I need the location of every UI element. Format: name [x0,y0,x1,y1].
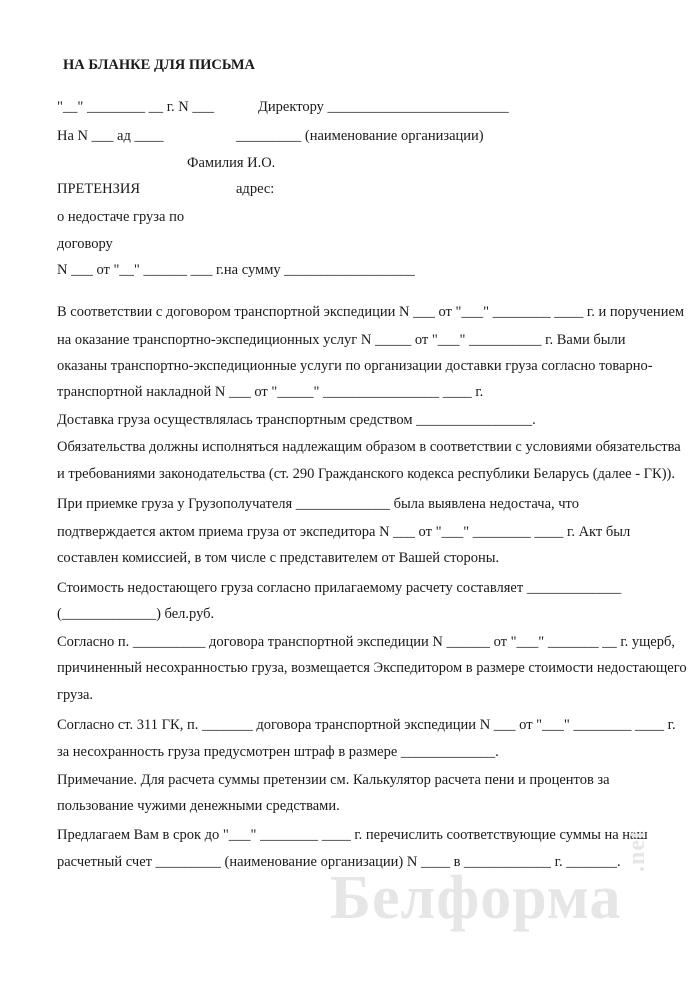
body-line: расчетный счет _________ (наименование организации) N ____ в ____________ г. _______. [57,854,621,870]
body-line: Обязательства должны исполняться надлежащим образом в соответствии с условиями обязательства [57,439,681,455]
body-line: Примечание. Для расчета суммы претензии см. Калькулятор расчета пени и процентов за [57,772,610,788]
body-line: оказаны транспортно-экспедиционные услуги по организации доставки груза согласно товарно- [57,358,653,374]
subject-line-1: о недостаче груза по [57,209,185,225]
body-line: При приемке груза у Грузополучателя _____________ была выявлена недостача, что [57,496,579,512]
body-line: Предлагаем Вам в срок до "___" ________ ____ г. перечислить соответствующие суммы на наш [57,827,648,843]
body-line: груза. [57,687,94,703]
director-line: Директору _________________________ [258,99,509,115]
body-line: (_____________) бел.руб. [57,606,215,622]
watermark-suffix: .net [624,830,650,872]
subject-line-3: N ___ от "__" ______ ___ г.на сумму __________________ [57,262,415,278]
body-line: В соответствии с договором транспортной экспедиции N ___ от "___" ________ ____ г. и поручением [57,304,685,320]
body-line: Доставка груза осуществлялась транспортным средством ________________. [57,412,536,428]
body-line: составлен комиссией, в том числе с представителем от Вашей стороны. [57,550,500,566]
claim-title: ПРЕТЕНЗИЯ [57,181,140,197]
date-number-line: "__" ________ __ г. N ___ [57,99,215,115]
body-line: за несохранность груза предусмотрен штраф в размере _____________. [57,744,499,760]
body-line: транспортной накладной N ___ от "_____" ________________ ____ г. [57,384,484,400]
letterhead-heading: НА БЛАНКЕ ДЛЯ ПИСЬМА [63,57,256,73]
body-line: подтверждается актом приема груза от экспедитора N ___ от "___" ________ ____ г. Акт был [57,524,631,540]
watermark-brand: Белформа [330,864,622,932]
body-line: Согласно ст. 311 ГК, п. _______ договора транспортной экспедиции N ___ от "___" ________ ____ г. [57,717,676,733]
address-label: адрес: [236,181,275,197]
body-line: на оказание транспортно-экспедиционных услуг N _____ от "___" __________ г. Вами были [57,332,626,348]
organization-line: _________ (наименование организации) [236,128,484,144]
fio-line: Фамилия И.О. [187,155,276,171]
body-line: и требованиями законодательства (ст. 290 Гражданского кодекса республики Беларусь (далее - ГК)). [57,466,676,482]
body-line: Стоимость недостающего груза согласно прилагаемому расчету составляет _____________ [57,580,622,596]
reference-line: На N ___ ад ____ [57,128,164,144]
body-line: Согласно п. __________ договора транспортной экспедиции N ______ от "___" _______ __ г. ущерб, [57,634,675,650]
subject-line-2: договору [57,236,113,252]
body-line: пользование чужими денежными средствами. [57,798,340,814]
body-line: причиненный несохранностью груза, возмещается Экспедитором в размере стоимости недостающего [57,660,687,676]
